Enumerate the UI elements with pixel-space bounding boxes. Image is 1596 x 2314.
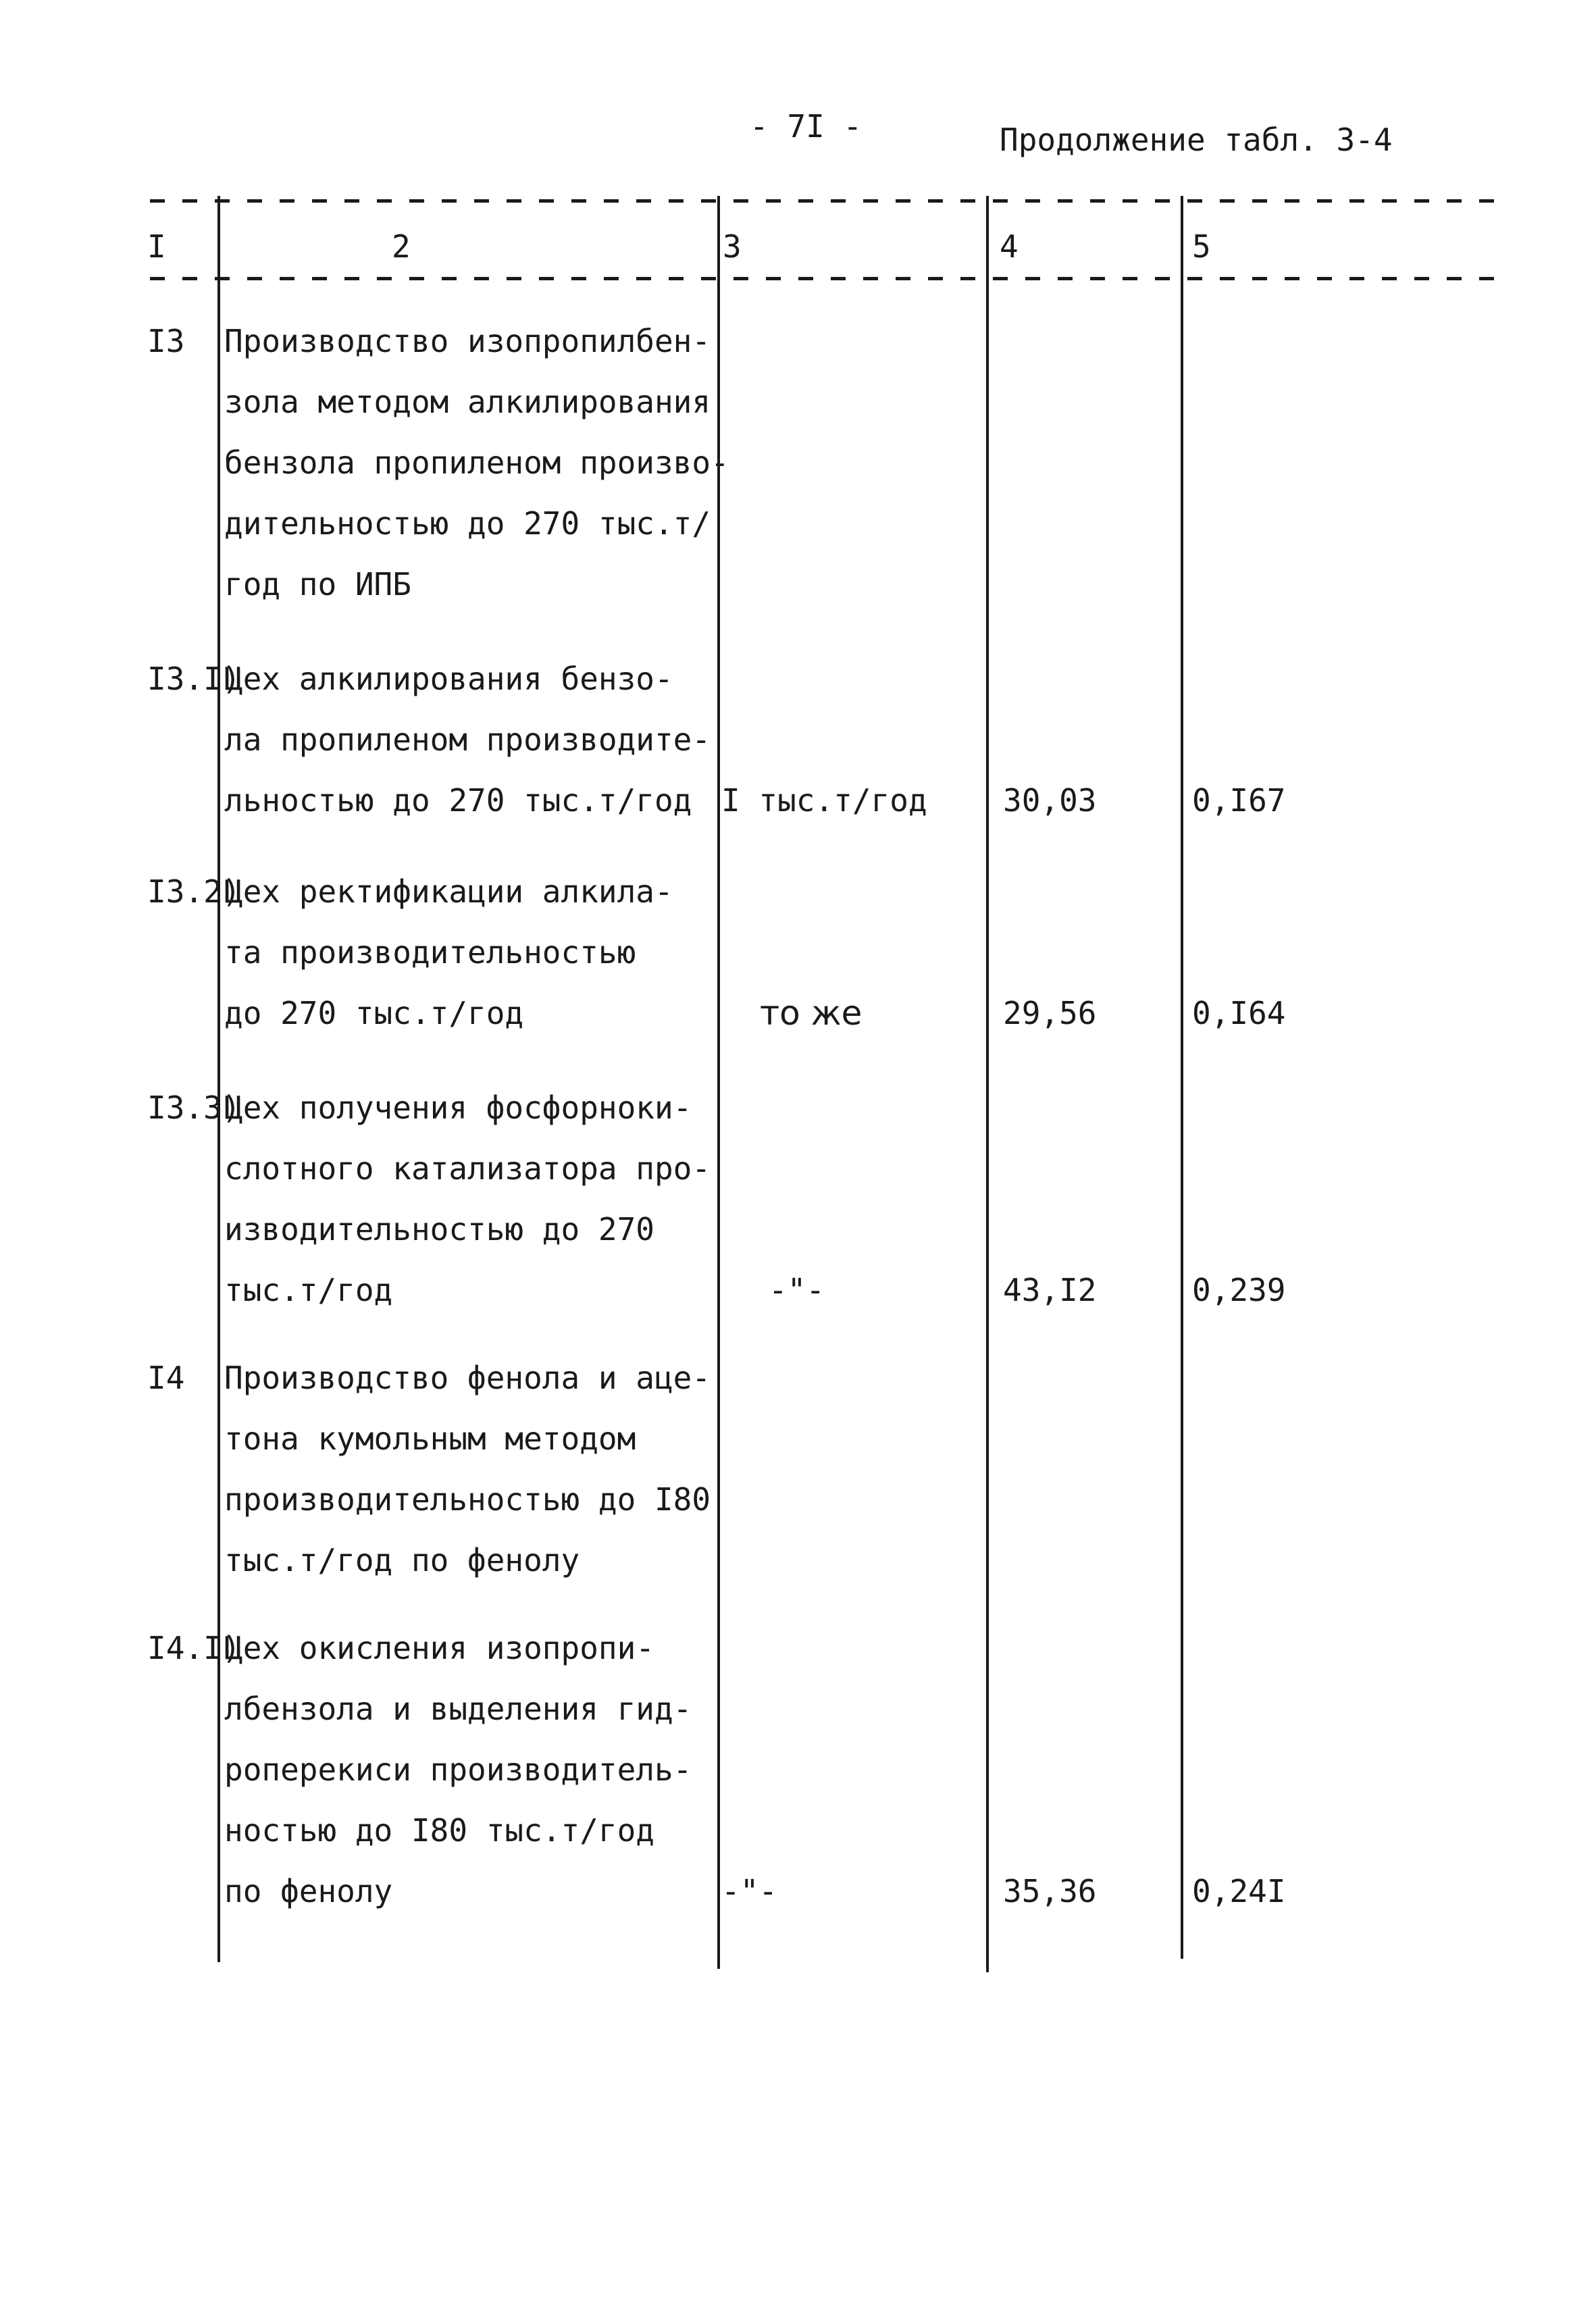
row-unit: I тыс.т/год xyxy=(721,782,927,819)
table-top-rule xyxy=(150,199,1494,203)
description-line: год по ИПБ xyxy=(224,566,411,602)
table-header-rule xyxy=(150,277,1494,280)
row-description xyxy=(224,311,729,615)
row-number: I3.I) xyxy=(147,661,241,697)
row-description xyxy=(224,1618,692,1922)
description-line: Цех получения фосфорноки- xyxy=(224,1089,692,1126)
column-divider-4 xyxy=(1181,196,1183,1959)
description-line: Цех алкилирования бензо- xyxy=(224,661,673,697)
description-line: льностью до 270 тыс.т/год xyxy=(224,782,692,819)
description-line: до 270 тыс.т/год xyxy=(224,995,524,1031)
description-line: производительностью до I80 xyxy=(224,1481,711,1518)
table-continuation-label: Продолжение табл. 3-4 xyxy=(1000,122,1393,158)
description-line: тыс.т/год xyxy=(224,1272,393,1308)
row-number: I4.I) xyxy=(147,1630,241,1666)
row-number: I3 xyxy=(147,323,185,359)
column-header-5: 5 xyxy=(1192,228,1211,265)
description-line: ностью до I80 тыс.т/год xyxy=(224,1812,654,1849)
row-value: 29,56 xyxy=(1003,995,1097,1031)
row-description xyxy=(224,648,711,831)
description-line: по фенолу xyxy=(224,1873,393,1909)
row-coefficient: 0,24I xyxy=(1192,1873,1286,1909)
row-coefficient: 0,I67 xyxy=(1192,782,1286,819)
row-description xyxy=(224,1077,711,1320)
row-value: 43,I2 xyxy=(1003,1272,1097,1308)
column-header-2: 2 xyxy=(392,228,411,265)
column-header-3: 3 xyxy=(723,228,742,265)
row-number: I3.2) xyxy=(147,873,241,910)
description-line: Производство фенола и аце- xyxy=(224,1360,711,1396)
row-description xyxy=(224,1347,711,1591)
row-description xyxy=(224,861,673,1044)
description-line: бензола пропиленом произво- xyxy=(224,444,729,481)
description-line: Цех ректификации алкила- xyxy=(224,873,673,910)
description-line: тона кумольным методом xyxy=(224,1420,636,1457)
description-line: Производство изопропилбен- xyxy=(224,323,711,359)
row-number: I4 xyxy=(147,1360,185,1396)
description-line: тыс.т/год по фенолу xyxy=(224,1542,580,1578)
row-coefficient: 0,239 xyxy=(1192,1272,1286,1308)
row-unit: то же xyxy=(760,994,863,1033)
description-line: Цех окисления изопропи- xyxy=(224,1630,654,1666)
column-header-4: 4 xyxy=(1000,228,1019,265)
row-unit: -"- xyxy=(769,1272,825,1308)
column-header-1: I xyxy=(147,228,166,265)
description-line: изводительностью до 270 xyxy=(224,1211,654,1248)
row-value: 30,03 xyxy=(1003,782,1097,819)
description-line: та производительностью xyxy=(224,934,636,971)
description-line: ла пропиленом производите- xyxy=(224,721,711,758)
column-divider-3 xyxy=(986,196,989,1972)
description-line: зола методом алкилирования xyxy=(224,384,711,420)
row-number: I3.3) xyxy=(147,1089,241,1126)
row-coefficient: 0,I64 xyxy=(1192,995,1286,1031)
row-value: 35,36 xyxy=(1003,1873,1097,1909)
description-line: слотного катализатора про- xyxy=(224,1150,711,1187)
row-unit: -"- xyxy=(721,1873,778,1909)
page-number: - 7I - xyxy=(750,108,863,145)
description-line: лбензола и выделения гид- xyxy=(224,1691,692,1727)
description-line: роперекиси производитель- xyxy=(224,1751,692,1788)
description-line: дительностью до 270 тыс.т/ xyxy=(224,505,711,542)
